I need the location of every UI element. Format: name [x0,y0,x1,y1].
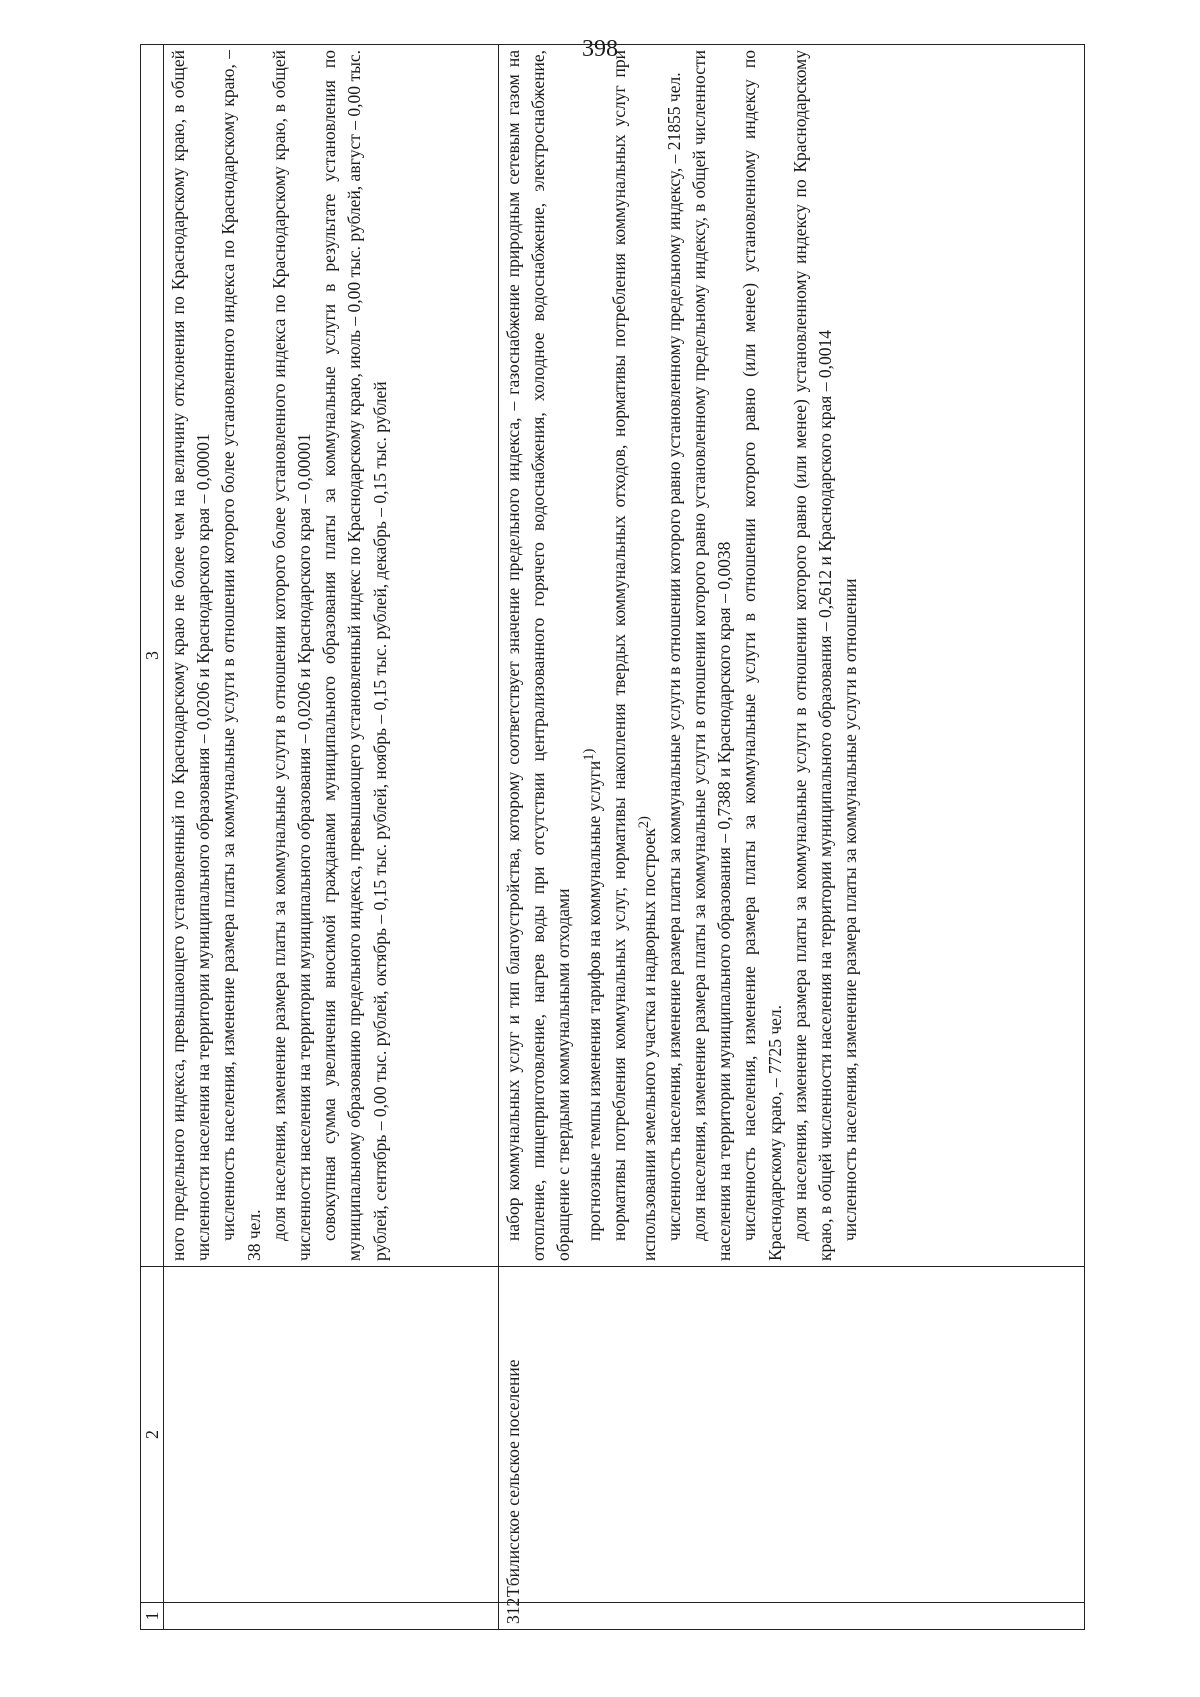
paragraph: численность населения, изменение размера платы за коммунальные услуги в отношении [840,578,861,1241]
table-header-row [141,45,164,1630]
row-municipality [164,1267,499,1603]
header-col-3: 3 [141,45,164,1267]
table-row [164,45,499,1630]
header-col-1: 1 [141,1603,164,1630]
paragraph [607,50,662,1261]
rotated-table-container [140,45,1085,1630]
paragraph: доля населения, изменение размера платы за коммунальные услуги в отношении которого более установленного индекса по Краснодарскому краю, в общей численности населения на территории муниципального образования – 0,0206 и Краснодарского края – 0,00001 [268,50,315,1261]
paragraph: доля населения, изменение размера платы за коммунальные услуги в отношении которого равно (или менее) установленному индексу по Краснодарскому краю, в общей численности населения на территории муниципального образования – 0,2612 и Краснодарского края – 0,0014 [789,50,836,1261]
paragraph: ного предельного индекса, превышающего установленный по Краснодарскому краю не более чем на величину отклонения по Краснодарскому краю, в общей численности населения на территории муниципального образования – 0,0206 и Краснодарского края – 0,00001 [168,50,214,1261]
paragraph: численность населения, изменение размера платы за коммунальные услуги в отношении которого равно (или менее) установленному индексу по Краснодарскому краю, – 7725 чел. [739,50,785,1261]
page-number: 398 [582,36,618,62]
table-row [499,45,1085,1630]
paragraph: численность населения, изменение размера платы за коммунальные услуги в отношении которого равно установленному предельному индексу, – 21855 чел. [663,72,684,1241]
row-description [499,45,1085,1267]
header-col-2: 2 [141,1267,164,1603]
paragraph [577,50,607,1261]
paragraph-text: прогнозные темпы изменения тарифов на коммунальные услуги [583,760,604,1241]
paragraph: численность населения, изменение размера платы за коммунальные услуги в отношении которого более установленного индекса по Краснодарскому краю, – 38 чел. [218,50,264,1261]
paragraph-text: нормативы потребления коммунальных услуг, нормативы накопления твердых коммунальных отходов, нормативы потребления коммунальных услуг при использовании земельного участка и надворных построек [608,50,659,1261]
footnote-mark: 1) [580,748,597,761]
paragraph: совокупная сумма увеличения вносимой гражданами муниципального образования платы за коммунальные услуги в результате установления по муниципальному образованию предельного индекса, превышающего установленный индекс по Краснодарскому краю, июль – 0,00 тыс. рублей, август – 0,00 тыс. рублей, сентябрь – 0,00 тыс. рублей, октябрь – 0,15 тыс. рублей, ноябрь – 0,15 тыс. рублей, декабрь – 0,15 тыс. рублей [319,50,390,1261]
paragraph: доля населения, изменение размера платы за коммунальные услуги в отношении которого равно установленному предельному индексу, в общей численности населения на территории муниципального образования – 0,7388 и Краснодарского края – 0,0038 [689,50,735,1261]
paragraph: набор коммунальных услуг и тип благоустройства, которому соответствует значение предельного индекса, – газоснабжение природным сетевым газом на отопление, пищеприготовление, нагрев воды при отсутствии централизованного горячего водоснабжения, холодное водоснабжение, электроснабжение, обращение с твердыми коммунальными отходами [503,50,574,1261]
footnote-mark: 2) [635,816,652,829]
data-table [140,44,1085,1630]
row-municipality: Тбилисское сельское поселение [499,1267,1085,1603]
row-description [164,45,499,1267]
row-number [164,1603,499,1630]
row-number: 312 [499,1603,1085,1630]
